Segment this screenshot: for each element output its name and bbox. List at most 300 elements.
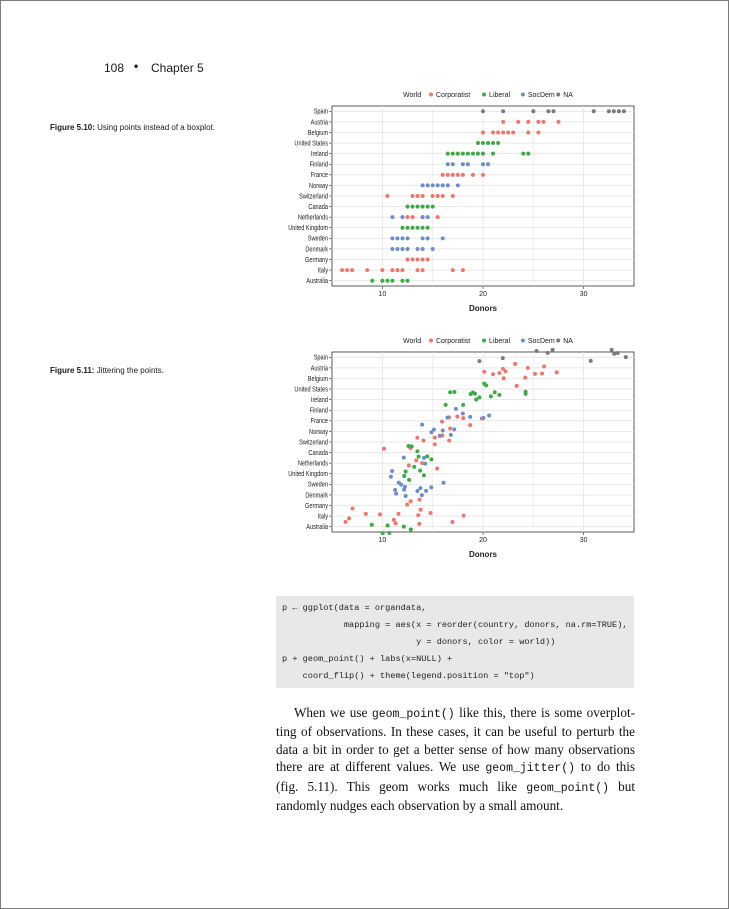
prose-text: When we use: [293, 705, 372, 720]
data-point: [536, 130, 540, 134]
data-point: [402, 456, 406, 460]
data-point: [456, 183, 460, 187]
data-point: [415, 449, 419, 453]
data-point: [390, 236, 394, 240]
figure-caption-text: Using points instead of a boxplot.: [94, 123, 215, 132]
data-point: [400, 279, 404, 283]
data-point: [418, 498, 422, 502]
data-point: [419, 508, 423, 512]
category-label: Denmark: [305, 491, 328, 500]
data-point: [446, 152, 450, 156]
data-point: [402, 488, 406, 492]
data-point: [481, 109, 485, 113]
data-point: [474, 397, 478, 401]
data-point: [451, 162, 455, 166]
data-point: [524, 390, 528, 394]
x-tick-label: 10: [378, 537, 387, 544]
legend-key: [429, 93, 433, 97]
legend-label: Liberal: [489, 338, 511, 345]
data-point: [431, 194, 435, 198]
code-line: p ← ggplot(data = organdata,: [282, 603, 427, 613]
data-point: [385, 279, 389, 283]
category-label: Spain: [313, 354, 328, 362]
data-point: [429, 511, 433, 515]
category-label: Ireland: [310, 150, 328, 159]
data-point: [433, 442, 437, 446]
legend-key: [482, 93, 486, 97]
data-point: [404, 494, 408, 498]
data-point: [447, 439, 451, 443]
data-point: [491, 141, 495, 145]
category-label: Finland: [309, 407, 328, 415]
legend: [403, 92, 573, 99]
inline-code: geom_point(): [371, 708, 455, 721]
data-point: [422, 473, 426, 477]
data-point: [481, 130, 485, 134]
prose-text: like this, there is some overplotting of observations. In these cases, it can be useful to perturb the data a bit in order to get a better sense of how many observations there are at different values. We use: [276, 705, 636, 775]
x-tick-label: 10: [378, 291, 387, 298]
header-bullet: •: [134, 59, 139, 73]
data-point: [390, 215, 394, 219]
data-point: [486, 162, 490, 166]
figure-label: Figure 5.10:: [50, 123, 95, 132]
data-point: [496, 141, 500, 145]
category-label: Norway: [309, 182, 328, 191]
data-point: [351, 507, 355, 511]
data-point: [461, 152, 465, 156]
code-line: coord_flip() + theme(legend.position = "top"): [282, 671, 535, 681]
data-point: [471, 391, 475, 395]
figure-5-10-chart: [260, 86, 650, 320]
data-point: [448, 390, 452, 394]
data-point: [452, 390, 456, 394]
data-point: [449, 433, 453, 437]
data-point: [416, 194, 420, 198]
data-point: [481, 152, 485, 156]
category-label: Denmark: [305, 245, 328, 254]
dotplot-chart: [260, 86, 650, 320]
data-point: [456, 152, 460, 156]
prose-text: but randomly nudges each observation by a small amount.: [276, 778, 635, 814]
category-label: Germany: [305, 502, 328, 511]
data-point: [421, 268, 425, 272]
data-point: [406, 226, 410, 230]
data-point: [616, 351, 620, 355]
data-point: [589, 359, 593, 363]
category-label: Sweden: [307, 235, 328, 243]
category-label: Austria: [310, 118, 328, 127]
data-point: [390, 279, 394, 283]
data-point: [622, 109, 626, 113]
data-point: [385, 194, 389, 198]
category-label: Belgium: [307, 129, 328, 138]
data-point: [481, 141, 485, 145]
data-point: [482, 370, 486, 374]
data-point: [501, 109, 505, 113]
legend-key: [556, 93, 560, 97]
data-point: [397, 481, 401, 485]
legend-label: NA: [563, 92, 573, 99]
data-point: [481, 173, 485, 177]
data-point: [501, 120, 505, 124]
data-point: [461, 162, 465, 166]
data-point: [421, 226, 425, 230]
data-point: [442, 481, 446, 485]
data-point: [436, 194, 440, 198]
data-point: [416, 205, 420, 209]
x-axis-label: Donors: [469, 304, 497, 313]
code-block: [276, 596, 634, 688]
data-point: [515, 384, 519, 388]
data-point: [441, 236, 445, 240]
data-point: [395, 247, 399, 251]
data-point: [504, 369, 508, 373]
x-tick-label: 20: [479, 291, 487, 298]
data-point: [406, 236, 410, 240]
data-point: [476, 141, 480, 145]
data-point: [412, 465, 416, 469]
data-point: [416, 226, 420, 230]
data-point: [407, 478, 411, 482]
data-point: [502, 376, 506, 380]
data-point: [526, 120, 530, 124]
figure-caption-text: Jittering the points.: [94, 366, 164, 375]
data-point: [466, 152, 470, 156]
data-point: [441, 173, 445, 177]
data-point: [496, 130, 500, 134]
data-point: [393, 488, 397, 492]
data-point: [382, 447, 386, 451]
x-tick-label: 20: [479, 537, 487, 544]
data-point: [380, 268, 384, 272]
data-point: [417, 522, 421, 526]
data-point: [364, 512, 368, 516]
inline-code: geom_jitter(): [485, 762, 576, 776]
data-point: [516, 120, 520, 124]
data-point: [540, 372, 544, 376]
figure-5-11-caption: [50, 366, 164, 375]
data-point: [493, 390, 497, 394]
data-point: [452, 427, 456, 431]
data-point: [426, 183, 430, 187]
legend: [403, 338, 573, 345]
data-point: [468, 423, 472, 427]
data-point: [455, 415, 459, 419]
data-point: [546, 351, 550, 355]
data-point: [395, 236, 399, 240]
data-point: [521, 152, 525, 156]
legend-label: Corporatist: [436, 92, 471, 99]
category-label: Italy: [317, 512, 328, 521]
prose-text: to do this (fig. 5.11). This geom works much like: [276, 759, 636, 794]
legend-label: SocDem: [527, 92, 555, 99]
data-point: [435, 467, 439, 471]
category-label: United Kingdom: [288, 470, 328, 479]
category-label: Canada: [308, 203, 328, 212]
category-label: Netherlands: [297, 214, 328, 222]
data-point: [607, 109, 611, 113]
data-point: [476, 152, 480, 156]
data-point: [446, 162, 450, 166]
data-point: [610, 348, 614, 352]
data-point: [417, 455, 421, 459]
data-point: [461, 403, 465, 407]
legend-key: [556, 339, 560, 343]
data-point: [454, 407, 458, 411]
data-point: [445, 416, 449, 420]
data-point: [511, 130, 515, 134]
data-point: [406, 258, 410, 262]
data-point: [456, 173, 460, 177]
data-point: [531, 109, 535, 113]
data-point: [438, 434, 442, 438]
legend-key: [521, 339, 525, 343]
data-point: [400, 226, 404, 230]
data-point: [404, 470, 408, 474]
data-point: [395, 268, 399, 272]
data-point: [411, 194, 415, 198]
inline-code: geom_point(): [526, 781, 610, 795]
data-point: [415, 436, 419, 440]
data-point: [501, 130, 505, 134]
category-label: Austria: [310, 364, 328, 373]
data-point: [426, 236, 430, 240]
data-point: [387, 531, 391, 535]
data-point: [450, 520, 454, 524]
data-point: [407, 464, 411, 468]
data-point: [416, 513, 420, 517]
data-point: [461, 268, 465, 272]
data-point: [431, 205, 435, 209]
data-point: [421, 438, 425, 442]
data-point: [541, 120, 545, 124]
data-point: [421, 215, 425, 219]
data-point: [612, 352, 616, 356]
data-point: [432, 428, 436, 432]
legend-key: [521, 93, 525, 97]
category-label: Spain: [313, 108, 328, 116]
data-point: [420, 493, 424, 497]
category-label: Norway: [309, 428, 328, 437]
data-point: [400, 215, 404, 219]
data-point: [481, 162, 485, 166]
data-point: [396, 512, 400, 516]
data-point: [406, 205, 410, 209]
data-point: [551, 348, 555, 352]
data-point: [513, 362, 517, 366]
data-point: [477, 359, 481, 363]
data-point: [433, 436, 437, 440]
data-point: [381, 531, 385, 535]
data-point: [421, 258, 425, 262]
data-point: [451, 268, 455, 272]
data-point: [501, 356, 505, 360]
data-point: [487, 413, 491, 417]
chapter-title: Chapter 5: [151, 61, 204, 75]
category-label: Switzerland: [299, 192, 328, 201]
data-point: [551, 109, 555, 113]
data-point: [617, 109, 621, 113]
data-point: [497, 371, 501, 375]
data-point: [446, 183, 450, 187]
data-point: [420, 423, 424, 427]
data-point: [436, 215, 440, 219]
data-point: [394, 492, 398, 496]
data-point: [414, 458, 418, 462]
data-point: [533, 372, 537, 376]
data-point: [526, 130, 530, 134]
legend-title: World: [403, 338, 422, 345]
legend-title: World: [403, 92, 422, 99]
data-point: [624, 355, 628, 359]
data-point: [546, 109, 550, 113]
data-point: [506, 130, 510, 134]
data-point: [489, 394, 493, 398]
category-label: Australia: [306, 523, 328, 532]
data-point: [461, 416, 465, 420]
data-point: [394, 521, 398, 525]
data-point: [422, 456, 426, 460]
code-line: p + geom_point() + labs(x=NULL) +: [282, 654, 453, 664]
data-point: [466, 162, 470, 166]
data-point: [370, 523, 374, 527]
data-point: [411, 226, 415, 230]
category-label: France: [310, 417, 328, 426]
legend-label: NA: [563, 338, 573, 345]
data-point: [409, 499, 413, 503]
data-point: [446, 173, 450, 177]
data-point: [400, 236, 404, 240]
data-point: [345, 268, 349, 272]
legend-label: SocDem: [527, 338, 555, 345]
data-point: [416, 247, 420, 251]
data-point: [392, 518, 396, 522]
figure-5-10-caption: [50, 123, 215, 132]
data-point: [451, 194, 455, 198]
category-label: Belgium: [307, 375, 328, 384]
data-point: [491, 372, 495, 376]
x-tick-label: 30: [579, 537, 588, 544]
data-point: [421, 183, 425, 187]
data-point: [418, 469, 422, 473]
data-point: [406, 247, 410, 251]
data-point: [411, 205, 415, 209]
data-point: [406, 215, 410, 219]
legend-label: Corporatist: [436, 338, 471, 345]
category-label: Sweden: [307, 481, 328, 489]
data-point: [451, 173, 455, 177]
category-label: Netherlands: [297, 460, 328, 468]
data-point: [411, 215, 415, 219]
data-point: [421, 205, 425, 209]
category-label: Switzerland: [299, 438, 328, 447]
category-label: United Kingdom: [288, 224, 328, 233]
legend-key: [429, 339, 433, 343]
legend-key: [482, 339, 486, 343]
data-point: [410, 444, 414, 448]
data-point: [386, 523, 390, 527]
data-point: [441, 194, 445, 198]
data-point: [429, 485, 433, 489]
data-point: [441, 429, 445, 433]
data-point: [400, 247, 404, 251]
data-point: [421, 247, 425, 251]
data-point: [491, 130, 495, 134]
data-point: [431, 247, 435, 251]
category-label: Finland: [309, 161, 328, 169]
data-point: [423, 462, 427, 466]
data-point: [477, 395, 481, 399]
data-point: [471, 152, 475, 156]
data-point: [462, 514, 466, 518]
data-point: [440, 420, 444, 424]
data-point: [390, 268, 394, 272]
data-point: [431, 183, 435, 187]
data-point: [415, 489, 419, 493]
data-point: [411, 258, 415, 262]
data-point: [406, 279, 410, 283]
data-point: [429, 457, 433, 461]
data-point: [482, 382, 486, 386]
data-point: [555, 370, 559, 374]
data-point: [436, 183, 440, 187]
data-point: [542, 364, 546, 368]
data-point: [400, 268, 404, 272]
figure-label: Figure 5.11:: [50, 366, 95, 375]
data-point: [481, 416, 485, 420]
data-point: [526, 366, 530, 370]
data-point: [426, 215, 430, 219]
data-point: [424, 489, 428, 493]
code-line: y = donors, color = world)): [282, 637, 556, 647]
data-point: [405, 503, 409, 507]
page-number: 108: [104, 61, 125, 75]
data-point: [526, 152, 530, 156]
data-point: [426, 258, 430, 262]
data-point: [461, 173, 465, 177]
data-point: [523, 376, 527, 380]
data-point: [416, 268, 420, 272]
data-point: [441, 183, 445, 187]
category-label: Canada: [308, 449, 328, 458]
code-line: mapping = aes(x = reorder(country, donors, na.rm=TRUE),: [282, 620, 628, 630]
category-label: Germany: [305, 256, 328, 265]
data-point: [557, 120, 561, 124]
data-point: [380, 279, 384, 283]
data-point: [491, 152, 495, 156]
data-point: [612, 109, 616, 113]
data-point: [416, 258, 420, 262]
data-point: [468, 415, 472, 419]
data-point: [340, 268, 344, 272]
data-point: [389, 475, 393, 479]
category-label: United States: [294, 139, 328, 148]
jitter-chart: [260, 332, 650, 566]
data-point: [347, 516, 351, 520]
data-point: [370, 279, 374, 283]
body-paragraph: [276, 704, 635, 814]
category-label: France: [310, 171, 328, 180]
data-point: [535, 349, 539, 353]
data-point: [390, 469, 394, 473]
x-axis-label: Donors: [469, 550, 497, 559]
data-point: [426, 205, 430, 209]
data-point: [536, 120, 540, 124]
category-label: United States: [294, 385, 328, 394]
data-point: [350, 268, 354, 272]
data-point: [402, 525, 406, 529]
data-point: [471, 173, 475, 177]
